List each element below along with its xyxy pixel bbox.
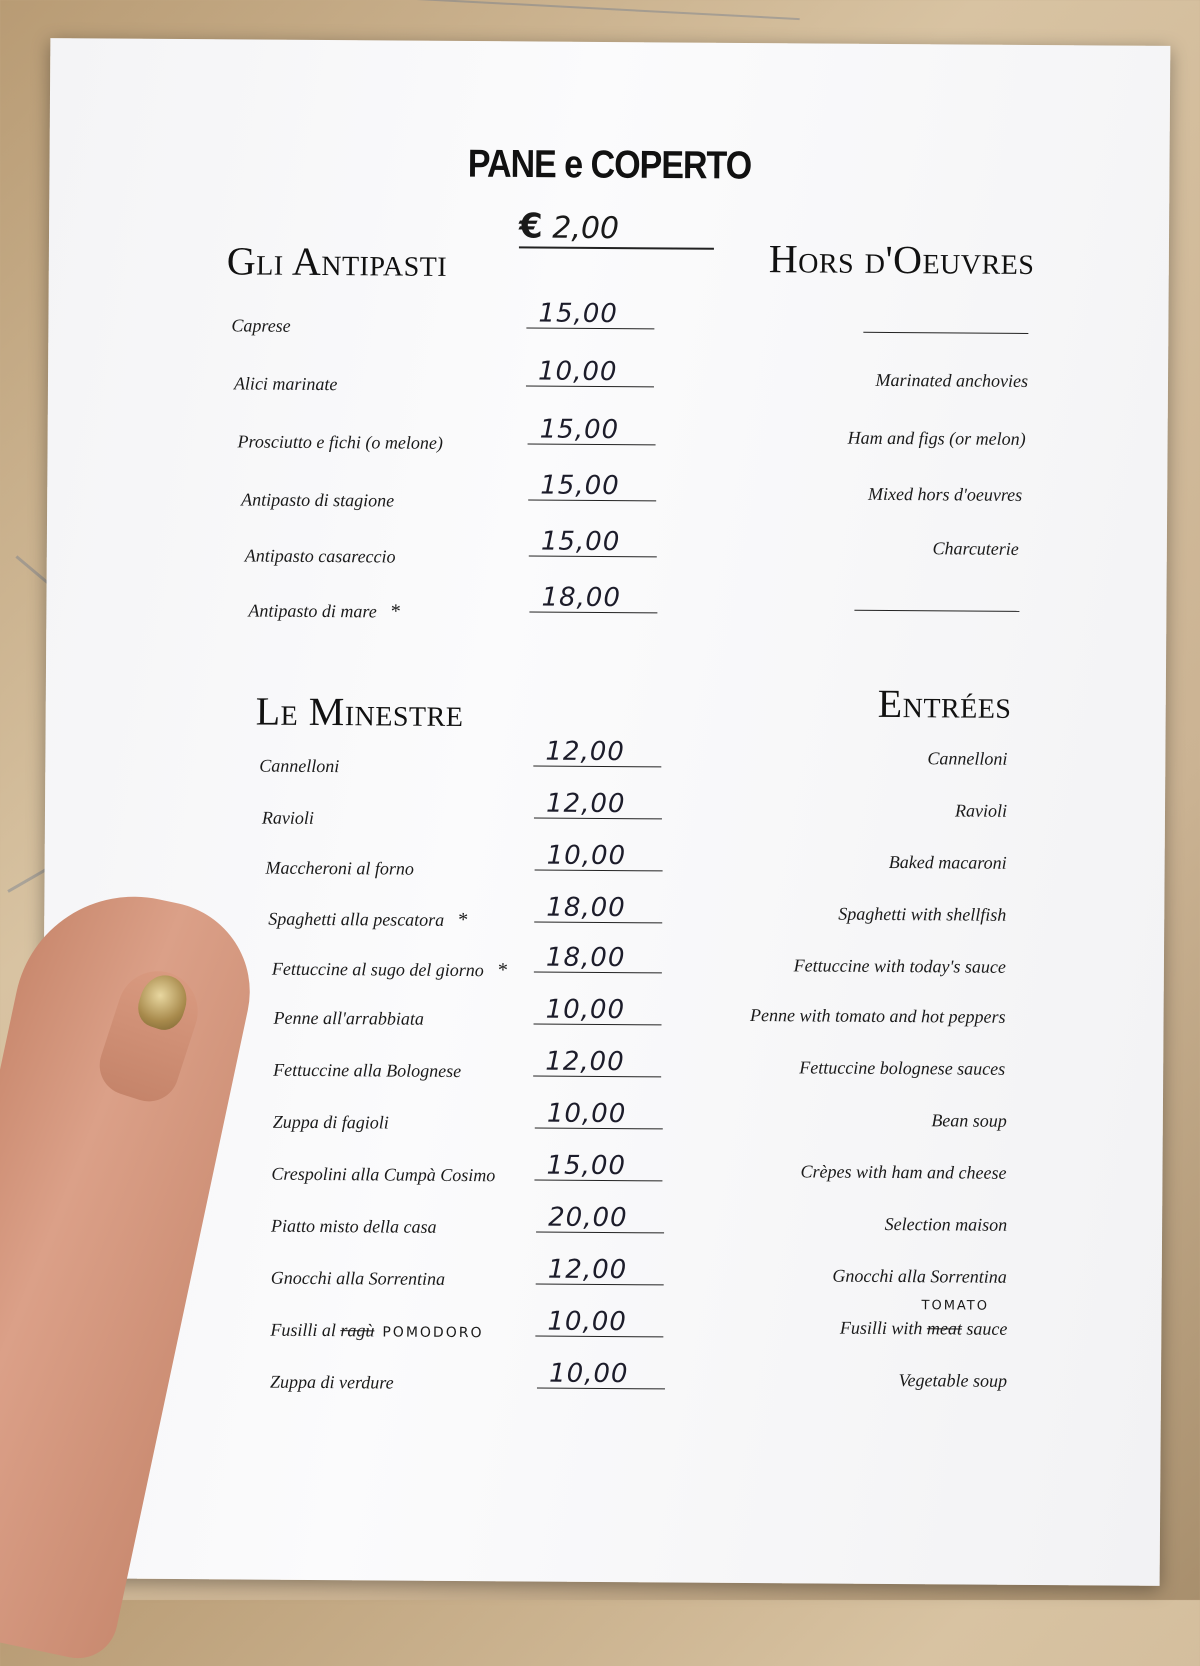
menu-item-price: 15,00 <box>526 299 654 329</box>
cover-charge-title: PANE e COPERTO <box>467 142 752 188</box>
menu-item-translation: Fettuccine bolognese sauces <box>799 1057 1006 1079</box>
menu-item-translation: Gnocchi alla Sorrentina <box>832 1265 1007 1287</box>
cover-charge-price <box>519 206 714 249</box>
menu-item-name: Zuppa di verdure <box>269 1371 394 1393</box>
menu-item-price: 10,00 <box>535 842 663 872</box>
menu-item-name-text: Spaghetti alla pescatora <box>268 908 445 930</box>
special-mark: * <box>458 908 469 932</box>
menu-item-name: Crespolini alla Cumpà Cosimo <box>271 1163 496 1186</box>
menu-item-translation: Charcuterie <box>932 538 1019 559</box>
menu-item-name <box>268 908 468 932</box>
menu-item-translation: Ravioli <box>954 800 1008 821</box>
menu-item-price: 15,00 <box>529 527 657 557</box>
menu-item-name-prefix: Fusilli al <box>270 1319 336 1341</box>
menu-item-price: 12,00 <box>533 737 661 767</box>
menu-item-name: Antipasto di stagione <box>241 489 395 511</box>
cover-charge-amount: 2,00 <box>552 210 620 247</box>
menu-item-name-text: Antipasto di mare <box>248 600 377 622</box>
menu-item-translation: Cannelloni <box>927 748 1008 769</box>
menu-item-price: 15,00 <box>534 1152 662 1182</box>
menu-item-price: 15,00 <box>528 415 656 445</box>
struck-word: ragù <box>340 1320 375 1341</box>
translation-prefix: Fusilli with <box>839 1317 923 1339</box>
menu-item-name: Cannelloni <box>259 755 340 777</box>
menu-item-translation: Bean soup <box>931 1110 1007 1131</box>
menu-item-name: Maccheroni al forno <box>265 857 414 879</box>
section-heading-antipasti: Gli Antipasti <box>226 238 448 285</box>
handwritten-correction: POMODORO <box>382 1324 484 1342</box>
menu-item-price: 12,00 <box>536 1256 664 1286</box>
menu-item-name: Gnocchi alla Sorrentina <box>270 1267 446 1289</box>
menu-item-price: 12,00 <box>534 790 662 820</box>
menu-item-name <box>270 1320 483 1342</box>
menu-item-price: 10,00 <box>537 1360 665 1390</box>
menu-item-name: Zuppa di fagioli <box>272 1111 389 1133</box>
section-heading-entrees: Entrées <box>877 680 1012 727</box>
blank-translation-line <box>854 610 1019 612</box>
menu-item-translation: Crèpes with ham and cheese <box>800 1161 1007 1183</box>
menu-item-price: 10,00 <box>535 1100 663 1130</box>
menu-item-price: 15,00 <box>528 471 656 501</box>
struck-word: meat <box>926 1318 962 1339</box>
special-mark: * <box>390 600 401 623</box>
menu-item-price: 18,00 <box>529 583 657 613</box>
menu-item-price: 20,00 <box>536 1204 664 1234</box>
menu-item-translation: Vegetable soup <box>898 1370 1008 1391</box>
menu-item-name: Piatto misto della casa <box>271 1215 437 1237</box>
menu-item-name: Fettuccine alla Bolognese <box>273 1059 462 1082</box>
menu-item-price: 18,00 <box>534 894 662 924</box>
menu-item-translation: Fettuccine with today's sauce <box>793 955 1006 977</box>
menu-item-name: Alici marinate <box>233 373 338 395</box>
menu-item-translation: Ham and figs (or melon) <box>847 427 1026 449</box>
menu-item-price: 10,00 <box>534 996 662 1026</box>
section-heading-hors-doeuvres: Hors d'Oeuvres <box>768 236 1035 283</box>
menu-item-price: 10,00 <box>526 357 654 387</box>
translation-suffix: sauce <box>966 1318 1008 1339</box>
menu-item-name <box>248 600 401 624</box>
menu-item-translation: Marinated anchovies <box>875 369 1029 391</box>
special-mark: * <box>497 959 508 982</box>
floor-tile-line <box>300 0 799 20</box>
menu-item-name <box>272 958 508 983</box>
menu-item-translation: Baked macaroni <box>888 851 1007 873</box>
menu-item-name: Antipasto casareccio <box>244 545 396 567</box>
menu-item-name-text: Fettuccine al sugo del giorno <box>271 958 484 981</box>
handwritten-correction: TOMATO <box>921 1298 990 1314</box>
menu-item-translation <box>840 1318 1008 1340</box>
menu-item-translation: Selection maison <box>884 1213 1008 1235</box>
menu-item-price: 18,00 <box>534 944 662 974</box>
menu-item-price: 10,00 <box>535 1308 663 1338</box>
menu-item-translation: Mixed hors d'oeuvres <box>868 483 1023 505</box>
menu-item-translation: Penne with tomato and hot peppers <box>750 1005 1006 1027</box>
blank-translation-line <box>863 332 1028 334</box>
menu-item-name: Prosciutto e fichi (o melone) <box>237 431 443 453</box>
menu-item-price: 12,00 <box>533 1048 661 1078</box>
menu-item-name: Ravioli <box>261 807 315 828</box>
menu-sheet <box>40 38 1171 1586</box>
menu-item-name: Penne all'arrabbiata <box>273 1007 424 1029</box>
euro-sign: € <box>518 206 543 247</box>
section-heading-minestre: Le Minestre <box>255 688 464 736</box>
menu-item-name: Caprese <box>231 315 291 336</box>
menu-item-translation: Spaghetti with shellfish <box>838 903 1007 925</box>
